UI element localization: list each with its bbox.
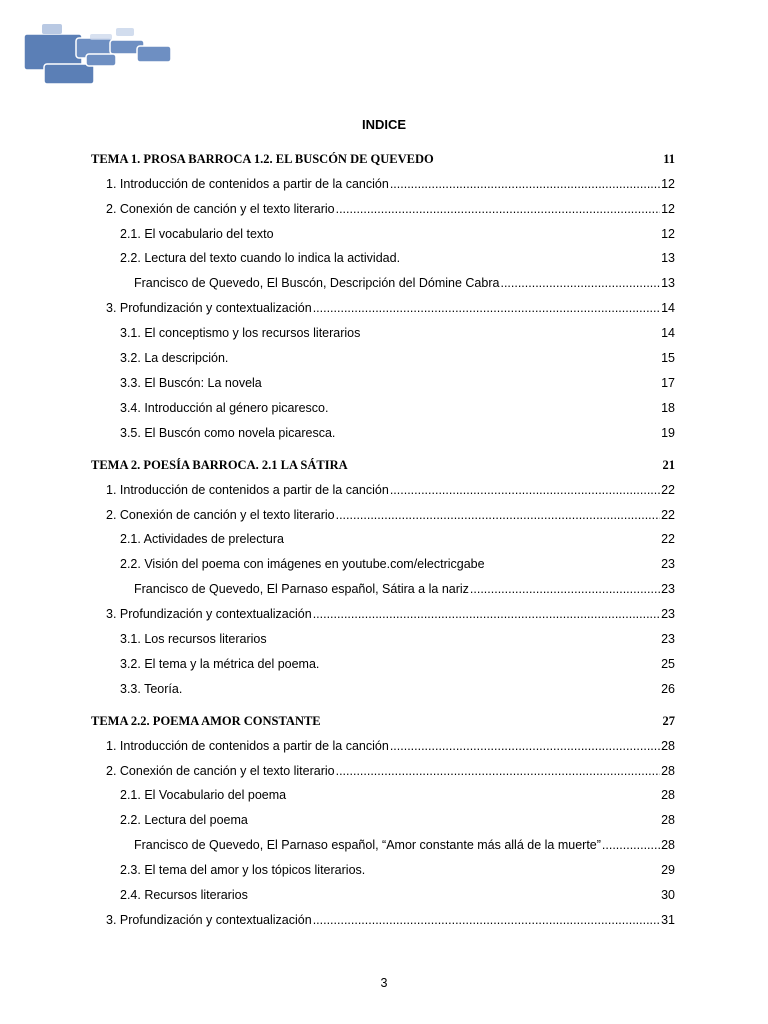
toc-entry-label: 2. Conexión de canción y el texto literario [106,508,335,522]
toc-entry[interactable] [134,837,675,853]
toc-entry-page: 23 [661,607,675,621]
toc-entry-label: 3.4. Introducción al género picaresco. [120,401,329,415]
toc-entry-label: 1. Introducción de contenidos a partir de la canción [106,483,389,497]
toc-entry-label: 3.5. El Buscón como novela picaresca. [120,426,336,440]
toc-entry-page: 22 [661,508,675,522]
toc-entry[interactable] [106,763,675,779]
toc-entry-label: 3.3. Teoría. [120,682,183,696]
toc-entry-page: 23 [661,557,675,571]
toc-entry-page: 28 [661,838,675,852]
toc-chapter-entry[interactable] [91,713,675,729]
toc-dot-leader [336,763,660,779]
toc-entry-page: 13 [661,276,675,290]
toc-entry[interactable] [120,887,675,903]
toc-entry-label: 2. Conexión de canción y el texto literario [106,202,335,216]
toc-entry[interactable] [106,482,675,498]
index-title: INDICE [361,117,407,132]
toc-entry-label: 3.2. El tema y la métrica del poema. [120,657,320,671]
toc-entry[interactable] [120,656,675,672]
toc-entry-page: 28 [661,813,675,827]
toc-entry-label: 2.1. El Vocabulario del poema [120,788,287,802]
toc-dot-leader [336,507,660,523]
toc-entry-label: 1. Introducción de contenidos a partir de la canción [106,739,389,753]
toc-dot-leader [313,606,660,622]
toc-dot-leader [313,912,660,928]
toc-entry-label: 2.2. Lectura del poema [120,813,248,827]
toc-entry[interactable] [106,606,675,622]
toc-entry[interactable] [120,350,675,366]
toc-entry[interactable] [120,681,675,697]
toc-entry-label: 3.1. Los recursos literarios [120,632,267,646]
toc-entry[interactable] [120,400,675,416]
toc-entry-label: 2.1. Actividades de prelectura [120,532,284,546]
toc-entry[interactable] [106,176,675,192]
toc-entry-page: 28 [661,764,675,778]
toc-entry-label: 2.2. Lectura del texto cuando lo indica la actividad. [120,251,401,265]
toc-entry[interactable] [120,812,675,828]
toc-entry[interactable] [120,375,675,391]
toc-entry[interactable] [120,325,675,341]
toc-dot-leader [602,837,660,853]
toc-entry[interactable] [134,581,675,597]
toc-entry[interactable] [106,738,675,754]
toc-entry-label: 1. Introducción de contenidos a partir de la canción [106,177,389,191]
toc-entry-label: Francisco de Quevedo, El Parnaso español, Sátira a la nariz [134,582,469,596]
toc-entry[interactable] [106,912,675,928]
toc-dot-leader [470,581,660,597]
toc-entry-label: Francisco de Quevedo, El Buscón, Descripción del Dómine Cabra [134,276,500,290]
toc-entry-page: 14 [661,326,675,340]
toc-entry-page: 28 [661,739,675,753]
toc-dot-leader [500,275,660,291]
toc-entry-label: TEMA 1. PROSA BARROCA 1.2. EL BUSCÓN DE QUEVEDO [91,152,434,166]
toc-entry-page: 30 [661,888,675,902]
toc-entry-label: 3.2. La descripción. [120,351,229,365]
toc-entry-label: 3. Profundización y contextualización [106,301,312,315]
toc-entry-page: 18 [661,401,675,415]
toc-entry-label: 2.3. El tema del amor y los tópicos literarios. [120,863,366,877]
toc-entry-page: 23 [661,632,675,646]
toc-entry-page: 29 [661,863,675,877]
toc-entry-page: 13 [661,251,675,265]
toc-entry-label: 2.2. Visión del poema con imágenes en youtube.com/electricgabe [120,557,485,571]
toc-dot-leader [390,482,660,498]
toc-dot-leader [390,176,660,192]
toc-entry-page: 23 [661,582,675,596]
toc-entry[interactable] [106,507,675,523]
toc-entry[interactable] [134,275,675,291]
toc-entry[interactable] [120,425,675,441]
toc-entry[interactable] [120,226,675,242]
toc-entry-label: 3. Profundización y contextualización [106,607,312,621]
toc-entry-label: 2.1. El vocabulario del texto [120,227,274,241]
toc-entry-page: 15 [661,351,675,365]
page-number: 3 [380,976,388,990]
toc-entry-page: 27 [662,714,675,728]
toc-entry-page: 19 [661,426,675,440]
toc-chapter-entry[interactable] [91,151,675,167]
toc-entry-label: 2. Conexión de canción y el texto literario [106,764,335,778]
toc-entry-label: 3. Profundización y contextualización [106,913,312,927]
toc-entry[interactable] [120,862,675,878]
toc-entry-page: 25 [661,657,675,671]
toc-entry-label: 3.1. El conceptismo y los recursos literarios [120,326,361,340]
toc-entry-page: 12 [661,177,675,191]
toc-entry-page: 26 [661,682,675,696]
toc-entry-page: 11 [663,152,675,166]
toc-dot-leader [313,300,660,316]
toc-dot-leader [336,201,660,217]
toc-entry[interactable] [106,201,675,217]
toc-chapter-entry[interactable] [91,457,675,473]
toc-entry-label: TEMA 2.2. POEMA AMOR CONSTANTE [91,714,321,728]
toc-entry-label: Francisco de Quevedo, El Parnaso español, “Amor constante más allá de la muerte” [134,838,601,852]
logo [20,22,176,86]
toc-entry-page: 17 [661,376,675,390]
toc-entry-page: 31 [661,913,675,927]
toc-entry-page: 28 [661,788,675,802]
toc-entry-label: 3.3. El Buscón: La novela [120,376,262,390]
toc-entry-page: 22 [661,532,675,546]
toc-entry-page: 12 [661,227,675,241]
toc-entry-page: 22 [661,483,675,497]
toc-entry[interactable] [120,250,675,266]
toc-entry-page: 12 [661,202,675,216]
toc-entry[interactable] [120,556,675,572]
toc-entry[interactable] [106,300,675,316]
toc-entry[interactable] [120,531,675,547]
toc-entry[interactable] [120,787,675,803]
toc-entry-page: 14 [661,301,675,315]
toc-dot-leader [390,738,660,754]
toc-entry-label: TEMA 2. POESÍA BARROCA. 2.1 LA SÁTIRA [91,458,348,472]
toc-entry-page: 21 [662,458,675,472]
toc-entry[interactable] [120,631,675,647]
toc-entry-label: 2.4. Recursos literarios [120,888,248,902]
